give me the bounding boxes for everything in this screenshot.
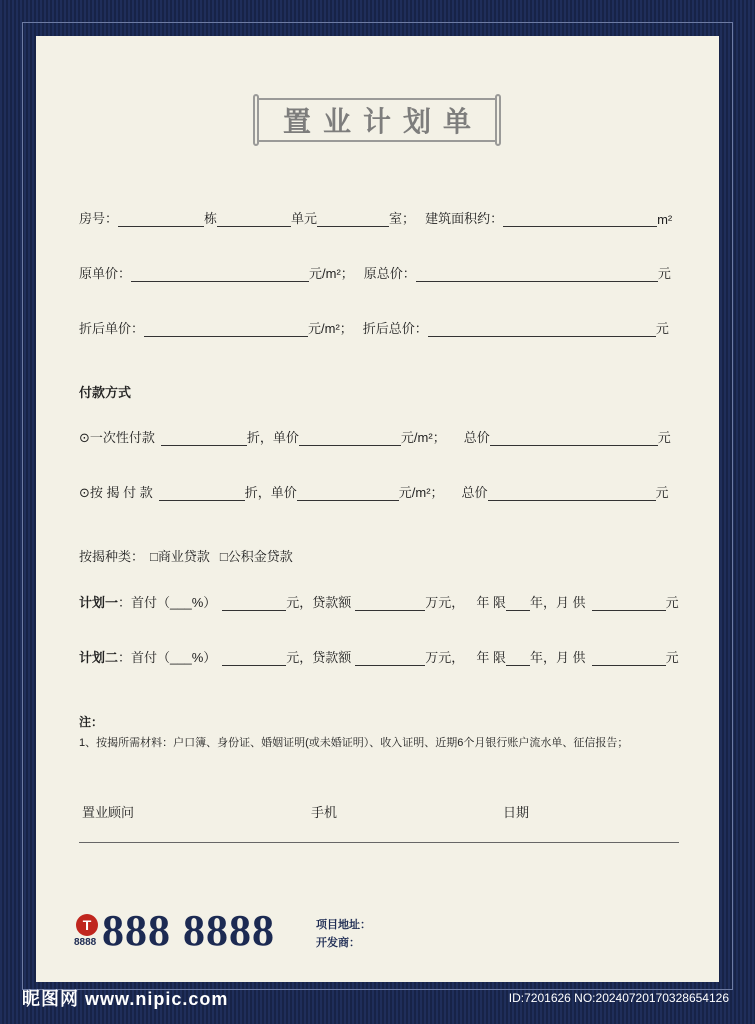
plan-two-monthly-blank[interactable] <box>592 651 666 666</box>
lump-price-blank[interactable] <box>299 431 401 446</box>
loan-type-row <box>79 546 679 565</box>
disc-unit-price-label: 折后单价： <box>79 321 145 336</box>
plan-one-loan-blank[interactable] <box>355 596 425 611</box>
phone-icon: T <box>76 914 98 936</box>
disc-total-unit: 元 <box>655 321 669 336</box>
project-address-label: 项目地址： <box>316 919 371 931</box>
plan-one-wan: 万元， <box>425 595 465 610</box>
mortgage-total-blank[interactable] <box>488 486 656 501</box>
building-label: 栋 <box>204 211 218 226</box>
plan-one-monthly-blank[interactable] <box>592 596 666 611</box>
mortgage-discount-label: 折，单价 <box>244 485 297 500</box>
disc-unit-price-unit: 元/m²； <box>308 321 353 336</box>
phone-label: 手机 <box>311 805 338 820</box>
area-blank[interactable] <box>503 212 657 227</box>
page-title: 置业计划单 <box>282 106 483 137</box>
lump-price-unit: 元/m²； <box>400 430 446 445</box>
orig-unit-price-label: 原单价： <box>79 266 132 281</box>
note-text: 1、按揭所需材料：户口簿、身份证、婚姻证明(或未婚证明）、收入证明、近期6个月银行账户流水单、征信报告； <box>79 737 629 749</box>
plan-two-loan-label: 元，贷款额 <box>286 650 352 665</box>
plan-one-years-blank[interactable] <box>506 596 530 611</box>
plan-one-monthly-label: 年，月 供 <box>529 595 586 610</box>
disc-total-label: 折后总价： <box>362 321 428 336</box>
orig-total-unit: 元 <box>657 266 671 281</box>
lump-discount-blank[interactable] <box>161 431 247 446</box>
loan-type-label: 按揭种类： <box>79 549 145 564</box>
watermark-bar <box>0 984 755 1012</box>
room-number-label: 房号： <box>79 211 119 226</box>
lump-total-label: 总价 <box>463 430 490 445</box>
disc-total-blank[interactable] <box>428 322 656 337</box>
plan-two-end-unit: 元 <box>665 650 679 665</box>
provident-fund-loan-checkbox[interactable]: □公积金贷款 <box>219 549 293 564</box>
signature-line <box>79 842 679 843</box>
mortgage-total-unit: 元 <box>655 485 669 500</box>
disc-unit-price-blank[interactable] <box>144 322 308 337</box>
unit-blank[interactable] <box>217 212 291 227</box>
phone-number: 888 8888 <box>102 906 275 955</box>
payment-heading: 付款方式 <box>79 385 132 400</box>
commercial-loan-checkbox[interactable]: □商业贷款 <box>150 549 210 564</box>
plan-two-down-label: ：首付（ <box>118 650 171 665</box>
plan-one-down-label: ：首付（ <box>118 595 171 610</box>
orig-total-blank[interactable] <box>416 267 658 282</box>
lump-discount-label: 折，单价 <box>246 430 299 445</box>
lump-total-unit: 元 <box>657 430 671 445</box>
plan-two-down-blank[interactable] <box>222 651 286 666</box>
mortgage-radio[interactable]: ⊙按 揭 付 款 <box>79 485 153 500</box>
room-row <box>79 208 679 227</box>
plan-two-wan: 万元， <box>425 650 465 665</box>
plan-two-label: 计划二 <box>79 650 119 665</box>
mortgage-discount-blank[interactable] <box>159 486 245 501</box>
title-scroll <box>257 98 497 142</box>
plan-one-row <box>79 592 679 611</box>
orig-unit-price-unit: 元/m²； <box>309 266 354 281</box>
unit-label: 单元 <box>291 211 318 226</box>
plan-two-loan-blank[interactable] <box>355 651 425 666</box>
form-paper <box>36 36 719 982</box>
discount-price-row <box>79 318 679 337</box>
plan-one-loan-label: 元，贷款额 <box>286 595 352 610</box>
plan-two-row <box>79 647 679 666</box>
plan-two-years-label: 年 限 <box>476 650 506 665</box>
phone-small-number: 8888 <box>74 937 97 948</box>
plan-two-percent[interactable]: ___%） <box>170 650 217 665</box>
plan-two-years-blank[interactable] <box>506 651 530 666</box>
note-label: 注： <box>79 715 104 729</box>
advisor-label: 置业顾问 <box>82 805 135 820</box>
original-price-row <box>79 263 679 282</box>
watermark-site: 昵图网 www.nipic.com <box>22 989 229 1009</box>
lump-sum-radio[interactable]: ⊙一次性付款 <box>79 430 155 445</box>
lump-sum-row <box>79 427 679 446</box>
area-unit: m² <box>657 212 673 227</box>
area-label: 建筑面积约： <box>425 211 504 226</box>
plan-one-percent[interactable]: ___%） <box>170 595 217 610</box>
plan-one-end-unit: 元 <box>665 595 679 610</box>
plan-one-label: 计划一 <box>79 595 119 610</box>
orig-unit-price-blank[interactable] <box>131 267 309 282</box>
date-label: 日期 <box>503 805 530 820</box>
plan-two-monthly-label: 年，月 供 <box>529 650 586 665</box>
mortgage-price-unit: 元/m²； <box>398 485 444 500</box>
plan-one-years-label: 年 限 <box>476 595 506 610</box>
plan-one-down-blank[interactable] <box>222 596 286 611</box>
mortgage-row <box>79 482 679 501</box>
mortgage-total-label: 总价 <box>461 485 488 500</box>
room-blank[interactable] <box>317 212 389 227</box>
orig-total-label: 原总价： <box>363 266 416 281</box>
developer-label: 开发商： <box>316 937 360 949</box>
lump-total-blank[interactable] <box>490 431 658 446</box>
building-blank[interactable] <box>118 212 204 227</box>
mortgage-price-blank[interactable] <box>297 486 399 501</box>
watermark-id: ID:7201626 NO:20240720170328654126 <box>508 991 729 1005</box>
room-label: 室； <box>389 211 416 226</box>
